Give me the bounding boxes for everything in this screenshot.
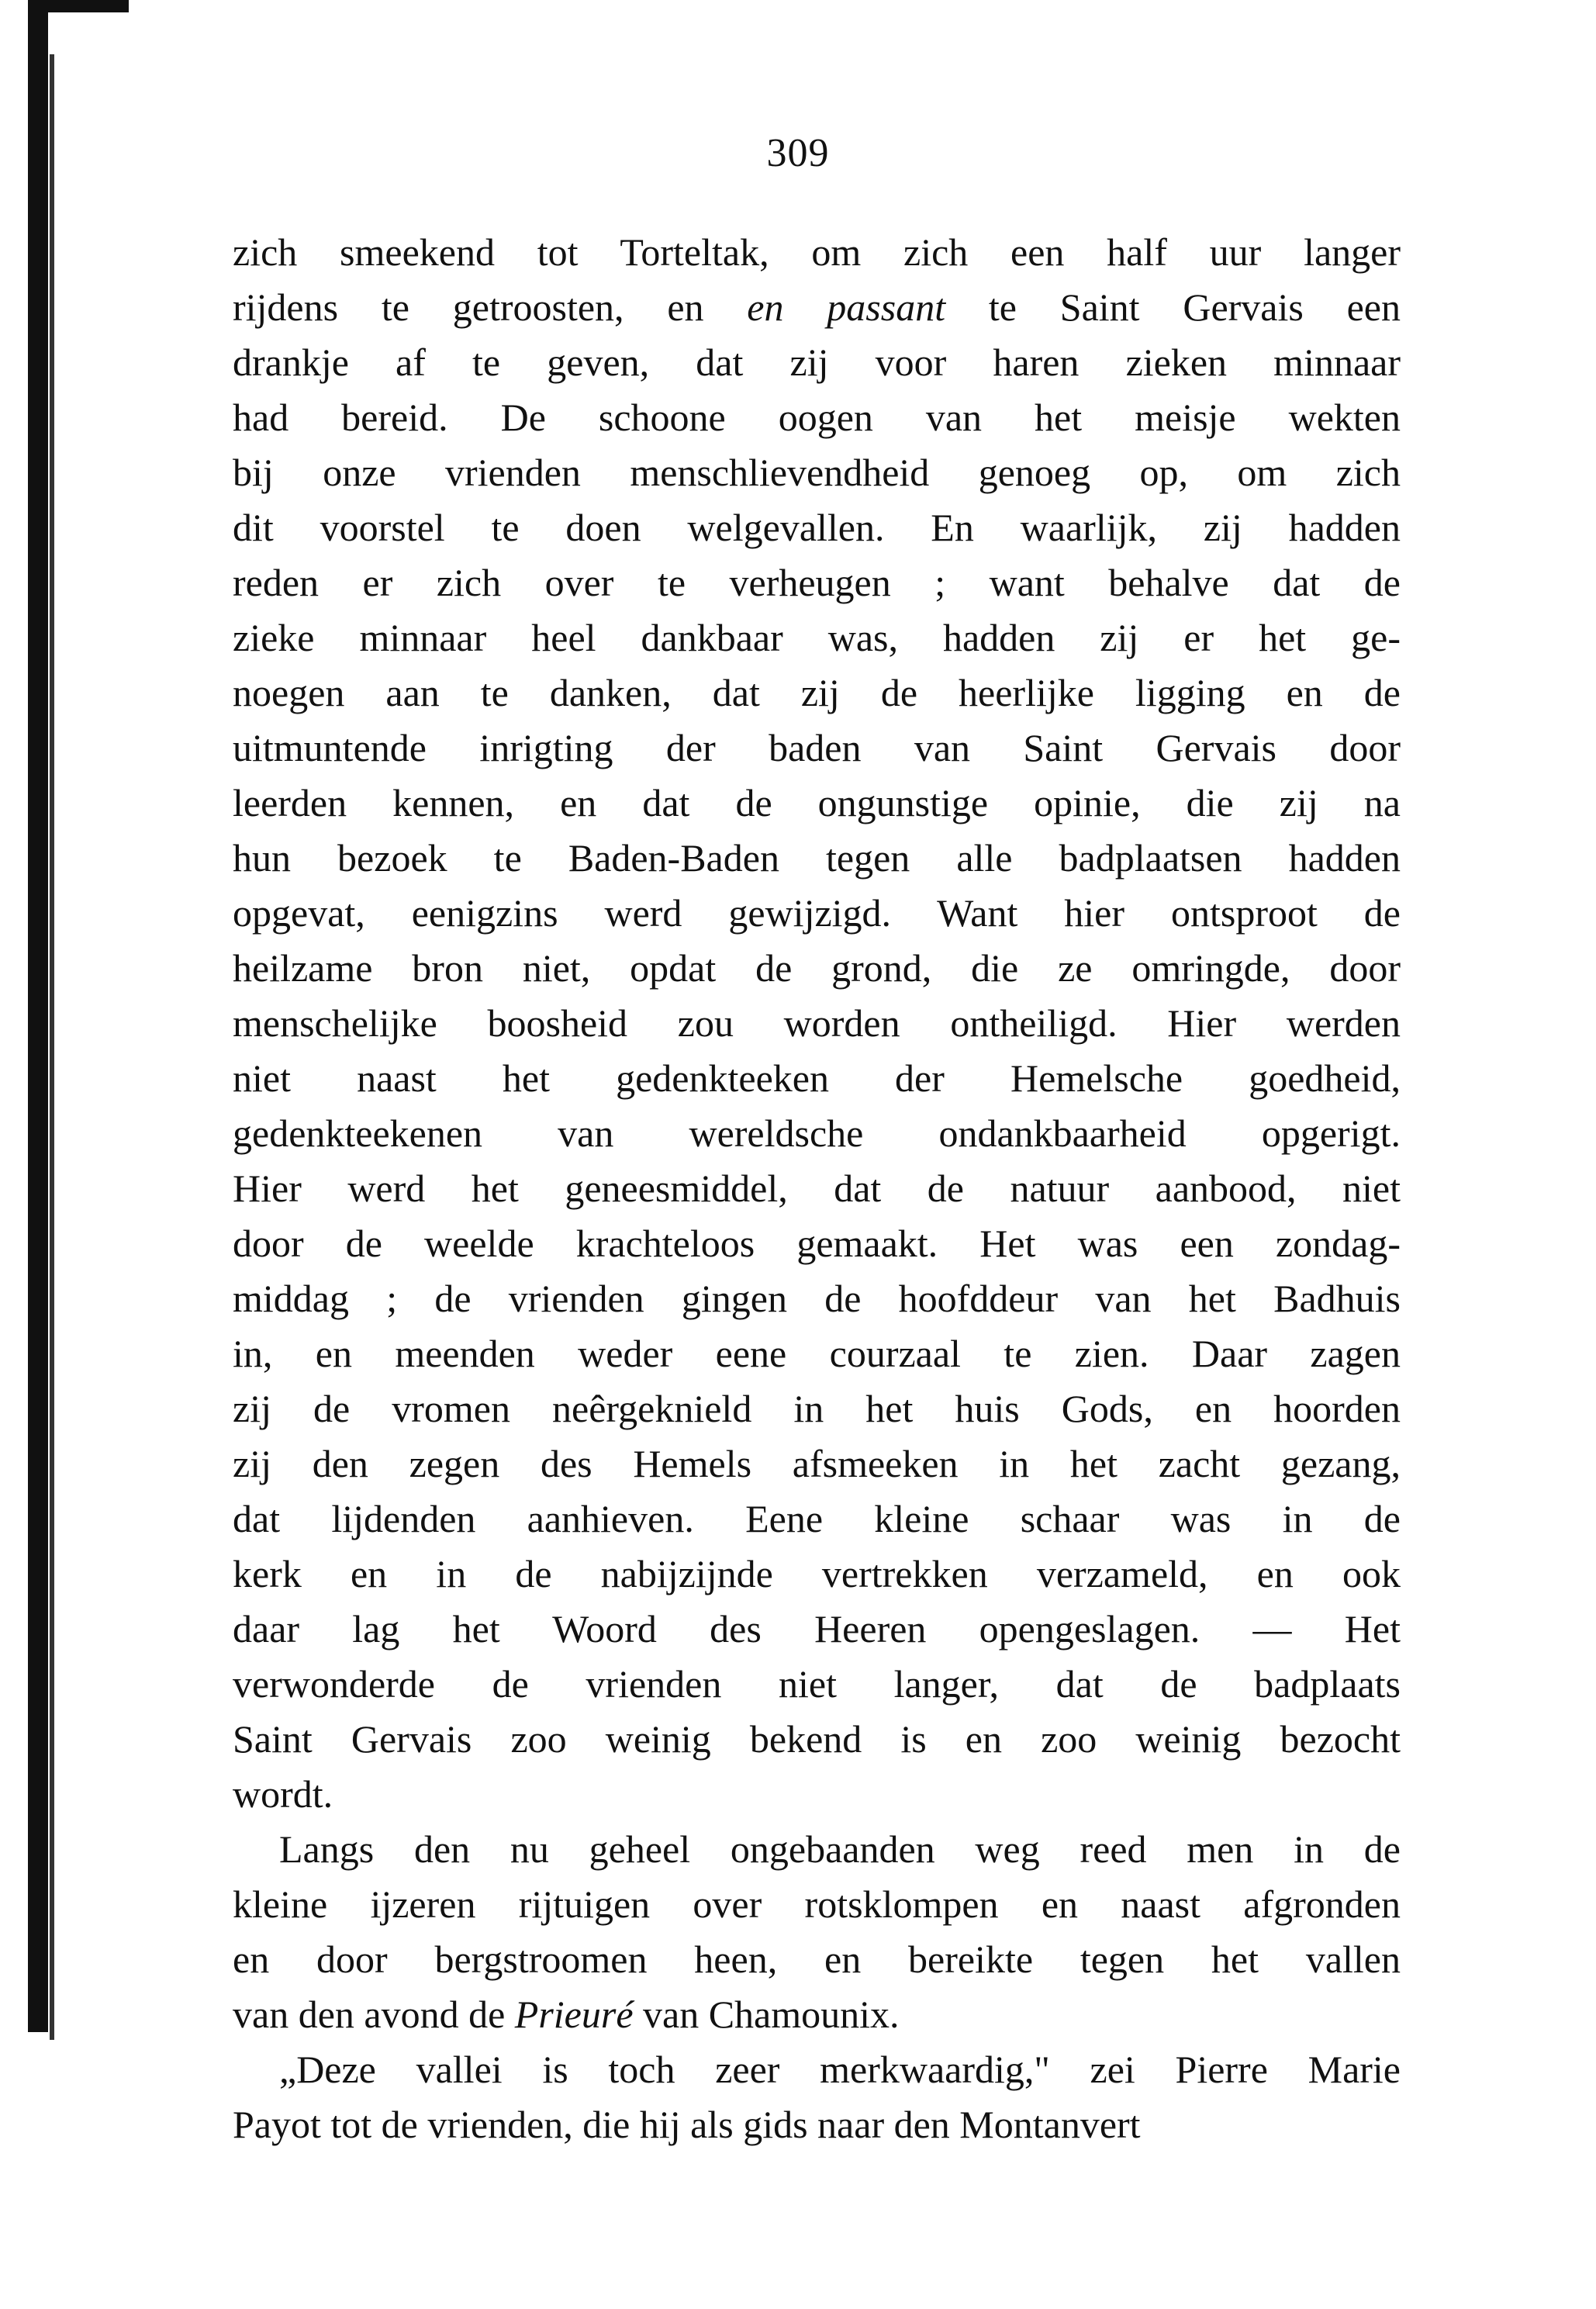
page-edge-shadow bbox=[28, 0, 48, 2032]
text-line: opgevat, eenigzins werd gewijzigd. Want hier ontsproot de bbox=[233, 891, 1401, 935]
paragraph bbox=[233, 1822, 1401, 2042]
text-line: dit voorstel te doen welgevallen. En waarlijk, zij hadden bbox=[233, 506, 1401, 549]
text-line: uitmuntende inrigting der baden van Saint Gervais door bbox=[233, 726, 1401, 769]
text-line: leerden kennen, en dat de ongunstige opinie, die zij na bbox=[233, 781, 1401, 824]
text-line: had bereid. De schoone oogen van het meisje wekten bbox=[233, 396, 1401, 439]
text-line: reden er zich over te verheugen ; want behalve dat de bbox=[233, 561, 1401, 604]
text-line: kerk en in de nabijzijnde vertrekken verzameld, en ook bbox=[233, 1552, 1401, 1595]
text-line: menschelijke boosheid zou worden ontheiligd. Hier werden bbox=[233, 1001, 1401, 1045]
text-line: zich smeekend tot Torteltak, om zich een half uur langer bbox=[233, 230, 1401, 274]
page-edge-shadow-inner bbox=[50, 54, 54, 2040]
text-line: door de weelde krachteloos gemaakt. Het was een zondag- bbox=[233, 1222, 1401, 1265]
paragraph bbox=[233, 225, 1401, 1822]
paragraph bbox=[233, 2042, 1401, 2152]
text-line: zij de vromen neêrgeknield in het huis Gods, en hoorden bbox=[233, 1387, 1401, 1430]
text-line: hun bezoek te Baden-Baden tegen alle badplaatsen hadden bbox=[233, 836, 1401, 880]
text-line: zieke minnaar heel dankbaar was, hadden zij er het ge- bbox=[233, 616, 1401, 659]
text-line: zij den zegen des Hemels afsmeeken in het zacht gezang, bbox=[233, 1442, 1401, 1485]
text-line: heilzame bron niet, opdat de grond, die ze omringde, door bbox=[233, 946, 1401, 990]
body-text bbox=[233, 225, 1401, 2152]
text-line: rijdens te getroosten, en en passant te Saint Gervais een bbox=[233, 285, 1401, 329]
page-number: 309 bbox=[766, 131, 830, 175]
text-line: Saint Gervais zoo weinig bekend is en zoo weinig bezocht bbox=[233, 1717, 1401, 1761]
text-line: en door bergstroomen heen, en bereikte tegen het vallen bbox=[233, 1937, 1401, 1981]
text-line: „Deze vallei is toch zeer merkwaardig," zei Pierre Marie bbox=[279, 2048, 1401, 2091]
text-line: verwonderde de vrienden niet langer, dat de badplaats bbox=[233, 1662, 1401, 1706]
text-line: in, en meenden weder eene courzaal te zien. Daar zagen bbox=[233, 1332, 1401, 1375]
text-line: Payot tot de vrienden, die hij als gids naar den Montanvert bbox=[233, 2103, 1141, 2146]
text-line: Hier werd het geneesmiddel, dat de natuur aanbood, niet bbox=[233, 1167, 1401, 1210]
text-line: daar lag het Woord des Heeren opengeslagen. — Het bbox=[233, 1607, 1401, 1651]
text-line: dat lijdenden aanhieven. Eene kleine schaar was in de bbox=[233, 1497, 1401, 1540]
text-line: noegen aan te danken, dat zij de heerlijke ligging en de bbox=[233, 671, 1401, 714]
text-line: van den avond de Prieuré van Chamounix. bbox=[233, 1993, 900, 2036]
text-line: Langs den nu geheel ongebaanden weg reed men in de bbox=[279, 1827, 1401, 1871]
text-line: middag ; de vrienden gingen de hoofddeur van het Badhuis bbox=[233, 1277, 1401, 1320]
text-line: gedenkteekenen van wereldsche ondankbaarheid opgerigt. bbox=[233, 1111, 1401, 1155]
text-line: niet naast het gedenkteeken der Hemelsche goedheid, bbox=[233, 1056, 1401, 1100]
text-line: wordt. bbox=[233, 1772, 333, 1816]
text-line: kleine ijzeren rijtuigen over rotsklompen en naast afgronden bbox=[233, 1882, 1401, 1926]
text-line: bij onze vrienden menschlievendheid genoeg op, om zich bbox=[233, 451, 1401, 494]
text-line: drankje af te geven, dat zij voor haren zieken minnaar bbox=[233, 340, 1401, 384]
